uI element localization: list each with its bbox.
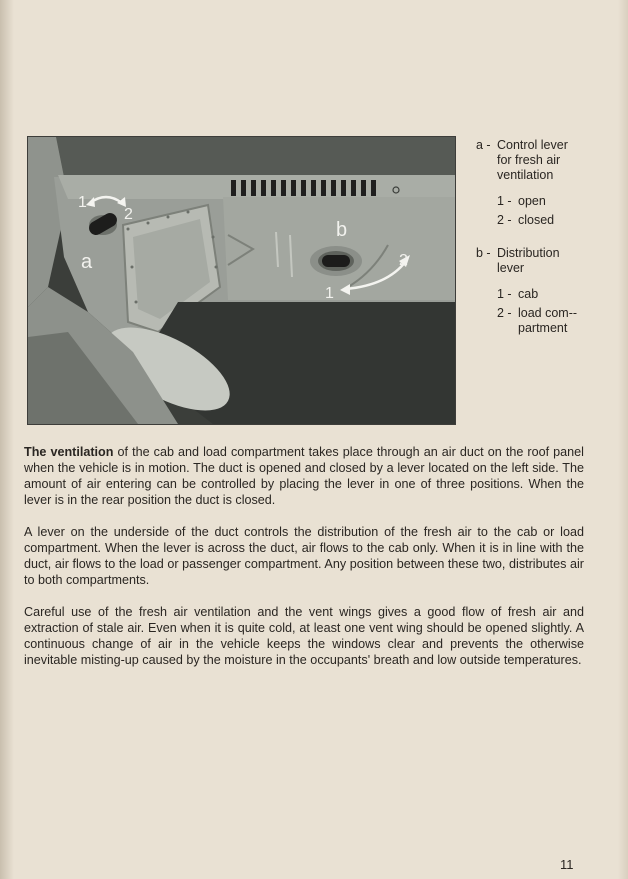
legend-title-line: Control lever <box>497 138 568 152</box>
page-binding-shadow <box>0 0 14 879</box>
paragraph-ventilation <box>24 444 584 508</box>
body-text <box>24 444 584 684</box>
vent-slot <box>371 180 376 196</box>
rivet <box>127 228 130 231</box>
legend-title-line: for fresh air <box>497 153 561 167</box>
vent-slot <box>351 180 356 196</box>
vent-slot <box>311 180 316 196</box>
vent-slot <box>241 180 246 196</box>
page-number: 11 <box>560 857 574 872</box>
legend-item-label: closed <box>518 213 555 227</box>
rivet <box>131 266 134 269</box>
rivet <box>187 211 190 214</box>
vent-slot <box>321 180 326 196</box>
legend-item <box>497 306 590 336</box>
figure-label-a-2: 2 <box>124 206 133 223</box>
legend-key-a: a - <box>476 138 491 153</box>
legend-item-label: load com-partment <box>518 306 578 335</box>
legend-list-b <box>497 287 616 336</box>
figure-label-b: b <box>336 219 348 241</box>
figure-legend <box>476 138 616 340</box>
rivet <box>147 222 150 225</box>
legend-title-line: Distribution <box>497 246 560 260</box>
vent-slot <box>341 180 346 196</box>
vent-slot <box>291 180 296 196</box>
page-edge-shadow <box>618 0 628 879</box>
legend-group-b <box>476 246 616 336</box>
photo-drawing <box>28 137 455 424</box>
vent-slot <box>261 180 266 196</box>
rivet <box>135 301 138 304</box>
legend-item-number: 1 - <box>497 194 512 209</box>
distribution-lever-b <box>310 246 362 276</box>
ventilation-duct-photo <box>27 136 456 425</box>
figure-label-a: a <box>81 251 93 273</box>
vent-slot <box>361 180 366 196</box>
legend-item-number: 2 - <box>497 213 512 228</box>
legend-key-b: b - <box>476 246 491 261</box>
figure-label-b-1: 1 <box>325 285 334 302</box>
legend-item <box>497 194 616 209</box>
vent-slot <box>271 180 276 196</box>
vent-slot <box>231 180 236 196</box>
legend-item-number: 2 - <box>497 306 512 321</box>
paragraph-careful-use: Careful use of the fresh air ventilation and the vent wings gives a good flow of fresh air and extraction of stale air. Even when it is quite cold, at least one vent wing should be opened slightly. A continuous change of air in the vehicle keeps the windows clear and prevents the otherwise inevitable misting-up caused by the moisture in the occupants' breath and low outside temperatures. <box>24 605 584 667</box>
legend-item-label: cab <box>518 287 539 301</box>
rivet <box>212 236 215 239</box>
windscreen-band <box>28 137 455 175</box>
legend-title-line: lever <box>497 261 525 275</box>
vent-slots <box>231 180 376 196</box>
legend-group-a <box>476 138 616 228</box>
legend-item-label: open <box>518 194 546 208</box>
paragraph-text: of the cab and load compartment takes place through an air duct on the roof panel when the vehicle is in motion. The duct is opened and closed by a lever located on the left side. The amount of air entering can be controlled by placing the lever in one of three positions. When the lever is in the rear position the duct is closed. <box>24 445 584 507</box>
legend-list-a <box>497 194 616 228</box>
vent-slot <box>301 180 306 196</box>
rivet <box>215 266 218 269</box>
paragraph-lead: The ventilation <box>24 445 114 459</box>
vent-slot <box>251 180 256 196</box>
legend-item-number: 1 - <box>497 287 512 302</box>
legend-title-line: ventilation <box>497 168 554 182</box>
figure-label-b-2: 2 <box>399 252 408 269</box>
paragraph-distribution: A lever on the underside of the duct controls the distribution of the fresh air to the cab or load compartment. When the lever is across the duct, air flows to the cab only. When it is in line with the duct, air flows to the load or passenger compartment. Any position between these two, distributes air to both compartments. <box>24 525 584 587</box>
lever-b-handle <box>322 255 350 267</box>
legend-item <box>497 287 616 302</box>
figure-label-a-1: 1 <box>78 194 87 211</box>
rivet <box>167 216 170 219</box>
vent-slot <box>331 180 336 196</box>
legend-item <box>497 213 616 228</box>
vent-slot <box>281 180 286 196</box>
